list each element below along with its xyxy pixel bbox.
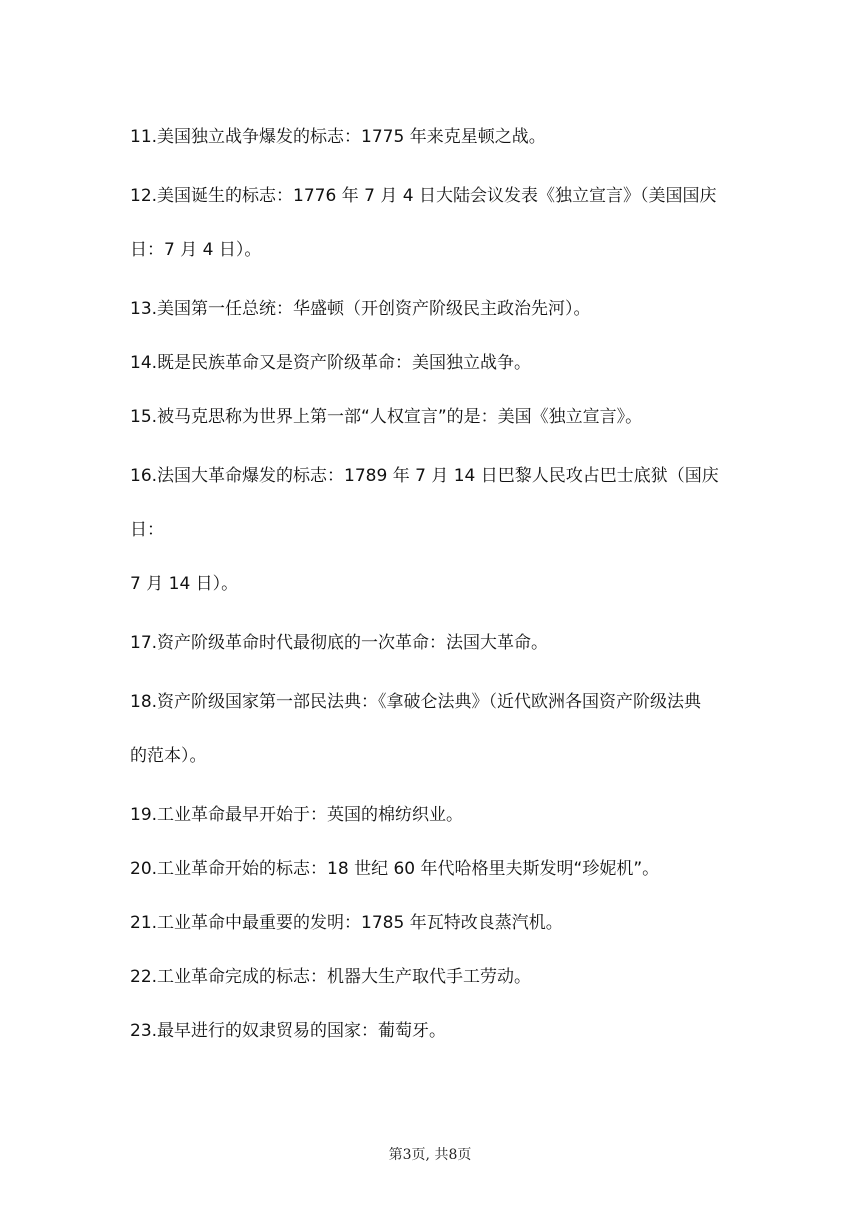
list-item-12 <box>130 169 740 277</box>
list-item-23 <box>130 1004 740 1058</box>
item-line: 7 月 14 日）。 <box>130 574 239 594</box>
item-line: 18.资产阶级国家第一部民法典：《拿破仑法典》（近代欧洲各国资产阶级法典 <box>130 692 702 712</box>
item-line: 14.既是民族革命又是资产阶级革命：美国独立战争。 <box>130 353 532 373</box>
list-item-18 <box>130 675 740 783</box>
item-line: 19.工业革命最早开始于：英国的棉纺织业。 <box>130 805 464 825</box>
list-item-22 <box>130 950 740 1004</box>
list-item-21 <box>130 896 740 950</box>
list-item-13 <box>130 282 740 336</box>
item-line: 21.工业革命中最重要的发明：1785 年瓦特改良蒸汽机。 <box>130 913 563 933</box>
item-line: 22.工业革命完成的标志：机器大生产取代手工劳动。 <box>130 967 532 987</box>
page-indicator: 第3页, 共8页 <box>388 1147 472 1163</box>
item-list <box>130 110 740 1058</box>
item-line: 11.美国独立战争爆发的标志：1775 年来克星顿之战。 <box>130 127 546 147</box>
page-footer <box>0 1144 860 1164</box>
list-item-17 <box>130 616 740 670</box>
list-item-11 <box>130 110 740 164</box>
item-line: 日：7 月 4 日）。 <box>130 240 262 260</box>
item-line: 17.资产阶级革命时代最彻底的一次革命：法国大革命。 <box>130 633 549 653</box>
item-line: 12.美国诞生的标志：1776 年 7 月 4 日大陆会议发表《独立宣言》（美国国庆 <box>130 186 717 206</box>
item-line: 20.工业革命开始的标志：18 世纪 60 年代哈格里夫斯发明“珍妮机”。 <box>130 859 660 879</box>
item-line: 23.最早进行的奴隶贸易的国家：葡萄牙。 <box>130 1021 447 1041</box>
list-item-14 <box>130 336 740 390</box>
list-item-16 <box>130 449 740 611</box>
list-item-19 <box>130 788 740 842</box>
list-item-20 <box>130 842 740 896</box>
item-line: 16.法国大革命爆发的标志：1789 年 7 月 14 日巴黎人民攻占巴士底狱（国庆日： <box>130 466 719 540</box>
list-item-15 <box>130 390 740 444</box>
item-line: 的范本）。 <box>130 746 207 766</box>
item-line: 15.被马克思称为世界上第一部“人权宣言”的是：美国《独立宣言》。 <box>130 407 643 427</box>
item-line: 13.美国第一任总统：华盛顿（开创资产阶级民主政治先河）。 <box>130 299 591 319</box>
